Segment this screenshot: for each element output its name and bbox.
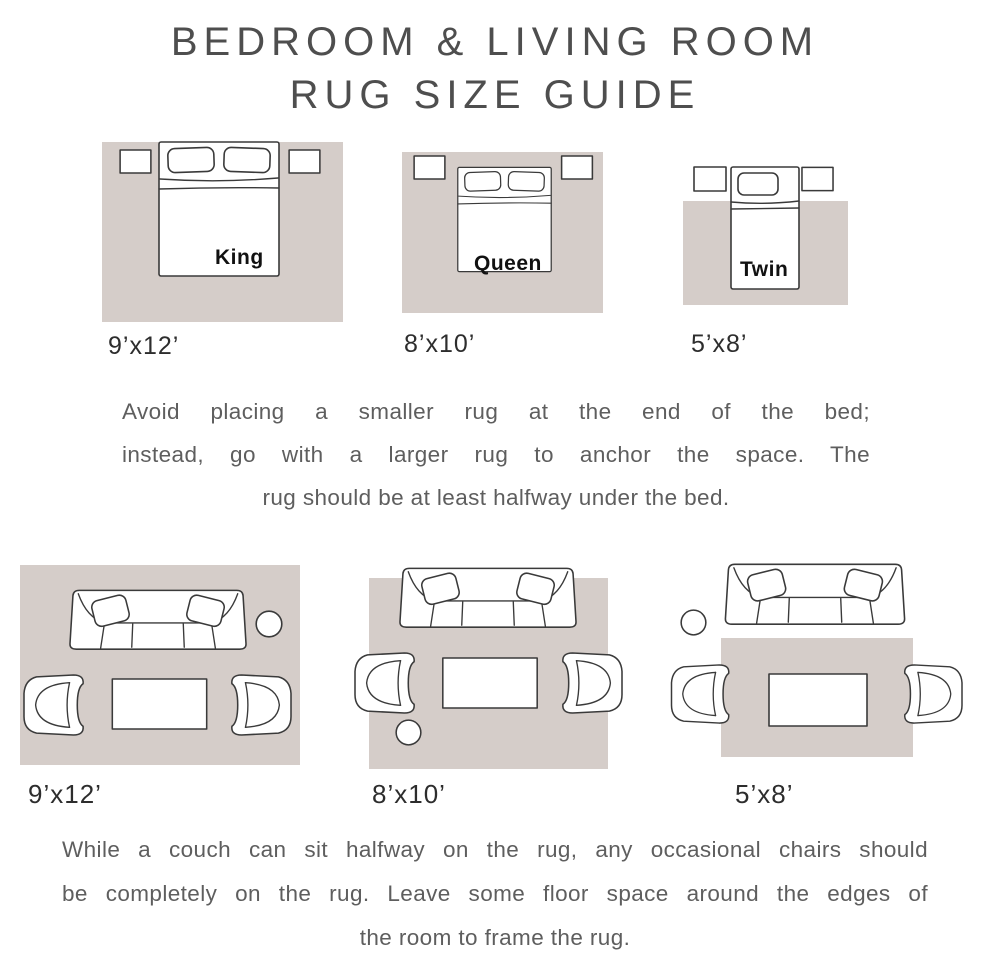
nightstand-icon xyxy=(801,166,834,192)
armchair-icon xyxy=(21,674,89,736)
note-line: rug should be at least halfway under the bed. xyxy=(262,485,730,510)
coffee-table-icon xyxy=(768,673,868,727)
coffee-table-icon xyxy=(440,657,540,709)
note-line: While a couch can sit halfway on the rug, any occasional chairs should xyxy=(62,837,928,862)
bedroom-note xyxy=(122,390,870,519)
bed-type-label: King xyxy=(215,246,264,269)
bed-type-label: Queen xyxy=(474,252,542,275)
sofa-icon xyxy=(721,558,909,631)
note-line: instead, go with a larger rug to anchor the space. The xyxy=(122,442,870,467)
nightstand-icon xyxy=(119,149,152,174)
page-title-line-1: BEDROOM & LIVING ROOM xyxy=(170,20,820,64)
armchair-icon xyxy=(226,674,294,736)
rug-size-label: 8’x10’ xyxy=(404,330,476,358)
note-line: Avoid placing a smaller rug at the end of the bed; xyxy=(122,399,870,424)
nightstand-icon xyxy=(288,149,321,174)
nightstand-icon xyxy=(693,166,727,192)
note-line: the room to frame the rug. xyxy=(359,925,631,950)
armchair-icon xyxy=(898,664,966,724)
armchair-icon xyxy=(557,652,625,714)
rug-size-label: 5’x8’ xyxy=(735,779,794,809)
rug-size-label: 5’x8’ xyxy=(691,330,748,358)
rug-size-label: 9’x12’ xyxy=(28,779,102,809)
sofa-icon xyxy=(63,585,253,655)
bed-type-label: Twin xyxy=(740,258,789,281)
sofa-icon xyxy=(393,563,583,633)
note-line: be completely on the rug. Leave some floor space around the edges of xyxy=(62,881,928,906)
side-table-icon xyxy=(395,719,422,746)
page-title-line-2: RUG SIZE GUIDE xyxy=(289,73,701,117)
rug-size-label: 9’x12’ xyxy=(108,332,180,360)
coffee-table-icon xyxy=(110,678,209,730)
living-room-note xyxy=(62,828,928,960)
side-table-icon xyxy=(680,609,707,636)
armchair-icon xyxy=(668,664,735,724)
nightstand-icon xyxy=(560,155,594,180)
page-title xyxy=(0,16,990,122)
side-table-icon xyxy=(255,610,283,638)
rug-size-label: 8’x10’ xyxy=(372,779,446,809)
armchair-icon xyxy=(352,652,420,714)
nightstand-icon xyxy=(413,155,446,180)
